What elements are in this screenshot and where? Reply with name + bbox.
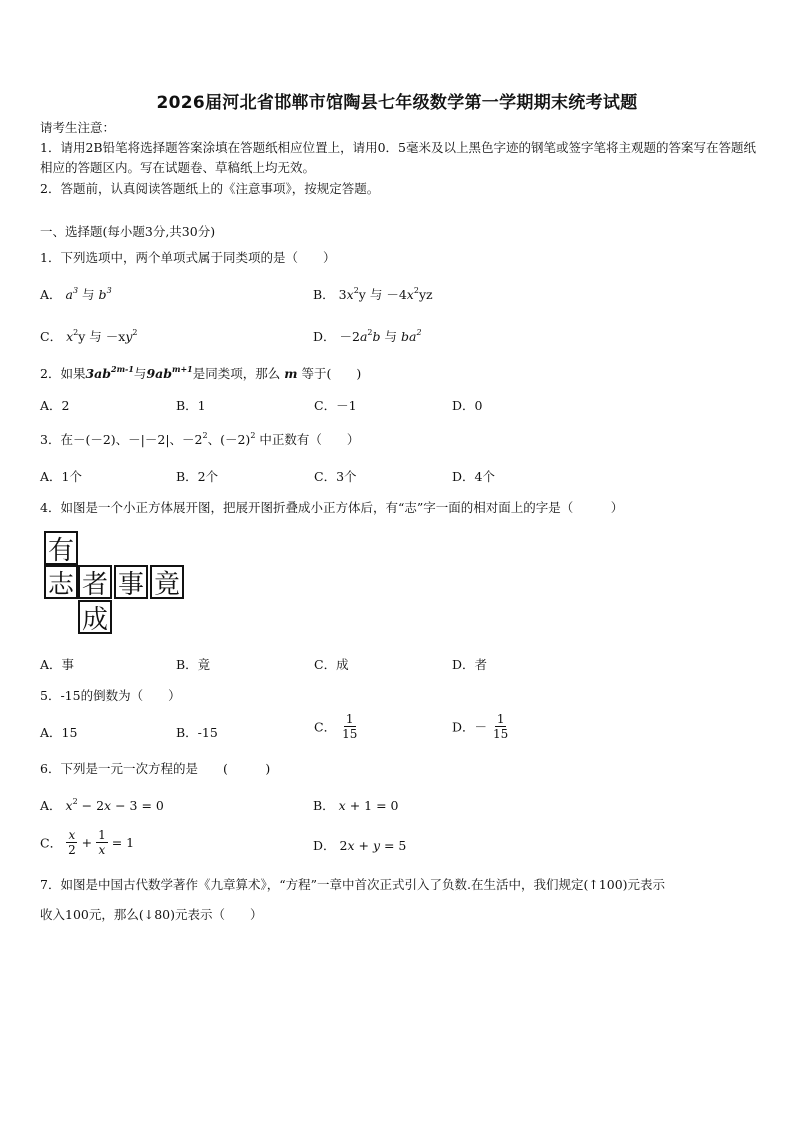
- q6-option-b: B． x + 1 = 0: [313, 798, 399, 813]
- notice-item-1: 1．请用2B铅笔将选择题答案涂填在答题纸相应位置上，请用0．5毫米及以上黑色字迹的钢笔或签字笔将主观题的答案写在答题纸相应的答题区内。写在试题卷、草稿纸上均无效。: [40, 140, 756, 175]
- section-heading-choice: 一、选择题(每小题3分,共30分): [40, 224, 216, 239]
- q2-option-d: D．0: [452, 398, 483, 413]
- q6-option-d: D． 2x + y = 5: [313, 838, 407, 853]
- q5-option-d: D．－ $\frac{1}{15}$: [452, 712, 509, 741]
- net-cell-3: 者: [78, 565, 112, 599]
- net-cell-5: 竟: [150, 565, 184, 599]
- q7-line-1: 7．如图是中国古代数学著作《九章算术》，“方程”一章中首次正式引入了负数.在生活中，我们规定(↑100)元表示: [40, 877, 666, 892]
- q1-option-c: C． $x^2y$ 与 $-xy^2$: [40, 328, 138, 344]
- net-cell-6: 成: [78, 600, 112, 634]
- q6-option-c: C． $\frac{x}{2}$ + $\frac{1}{x}$ = 1: [40, 828, 135, 857]
- page-title: 2026届河北省邯郸市馆陶县七年级数学第一学期期末统考试题: [156, 93, 638, 113]
- q1-option-d: D． $-2a^2b$ 与 $ba^2$: [313, 328, 422, 344]
- q5-option-b: B．-15: [176, 725, 218, 740]
- q6-stem: 6．下列是一元一次方程的是 ( ): [40, 761, 271, 776]
- net-cell-4: 事: [114, 565, 148, 599]
- q6-option-a: A． $x^2 - 2x - 3 = 0$: [40, 797, 164, 813]
- net-cell-2: 志: [44, 565, 78, 599]
- net-cell-1: 有: [44, 531, 78, 565]
- q4-option-c: C．成: [314, 657, 349, 672]
- q3-option-d: D．4个: [452, 469, 495, 484]
- q3-option-c: C．3个: [314, 469, 357, 484]
- q2-stem: 2．如果$3ab^{2m-1}$与$9ab^{m+1}$是同类项，那么 m 等于( ): [40, 364, 362, 381]
- notice-heading: 请考生注意：: [40, 120, 116, 135]
- q4-option-b: B．竟: [176, 657, 211, 672]
- q4-option-a: A．事: [40, 657, 75, 672]
- q3-option-a: A．1个: [40, 469, 82, 484]
- q4-option-d: D．者: [452, 657, 488, 672]
- q2-option-c: C．－1: [314, 398, 357, 413]
- q4-stem: 4．如图是一个小正方体展开图，把展开图折叠成小正方体后，有“志”字一面的相对面上的字是（ ）: [40, 500, 624, 515]
- q3-option-b: B．2个: [176, 469, 219, 484]
- q5-option-a: A．15: [40, 725, 78, 740]
- q1-option-b: B． $3x^2y$ 与 $-4x^2yz$: [313, 286, 433, 302]
- q7-line-2: 收入100元，那么(↓80)元表示（ ）: [40, 907, 263, 922]
- notice-item-2: 2．答题前，认真阅读答题纸上的《注意事项》，按规定答题。: [40, 181, 380, 196]
- q5-option-c: C． $\frac{1}{15}$: [314, 712, 358, 741]
- q5-stem: 5．-15的倒数为（ ）: [40, 688, 181, 703]
- q3-stem: 3．在－(－2)、－|－2|、$-2^2$、$(-2)^2$ 中正数有（ ）: [40, 431, 360, 447]
- q2-option-b: B．1: [176, 398, 206, 413]
- q1-stem: 1．下列选项中，两个单项式属于同类项的是（ ）: [40, 250, 336, 265]
- q1-option-a: A． $a^3$ 与 $b^3$: [40, 286, 112, 302]
- q2-option-a: A．2: [40, 398, 70, 413]
